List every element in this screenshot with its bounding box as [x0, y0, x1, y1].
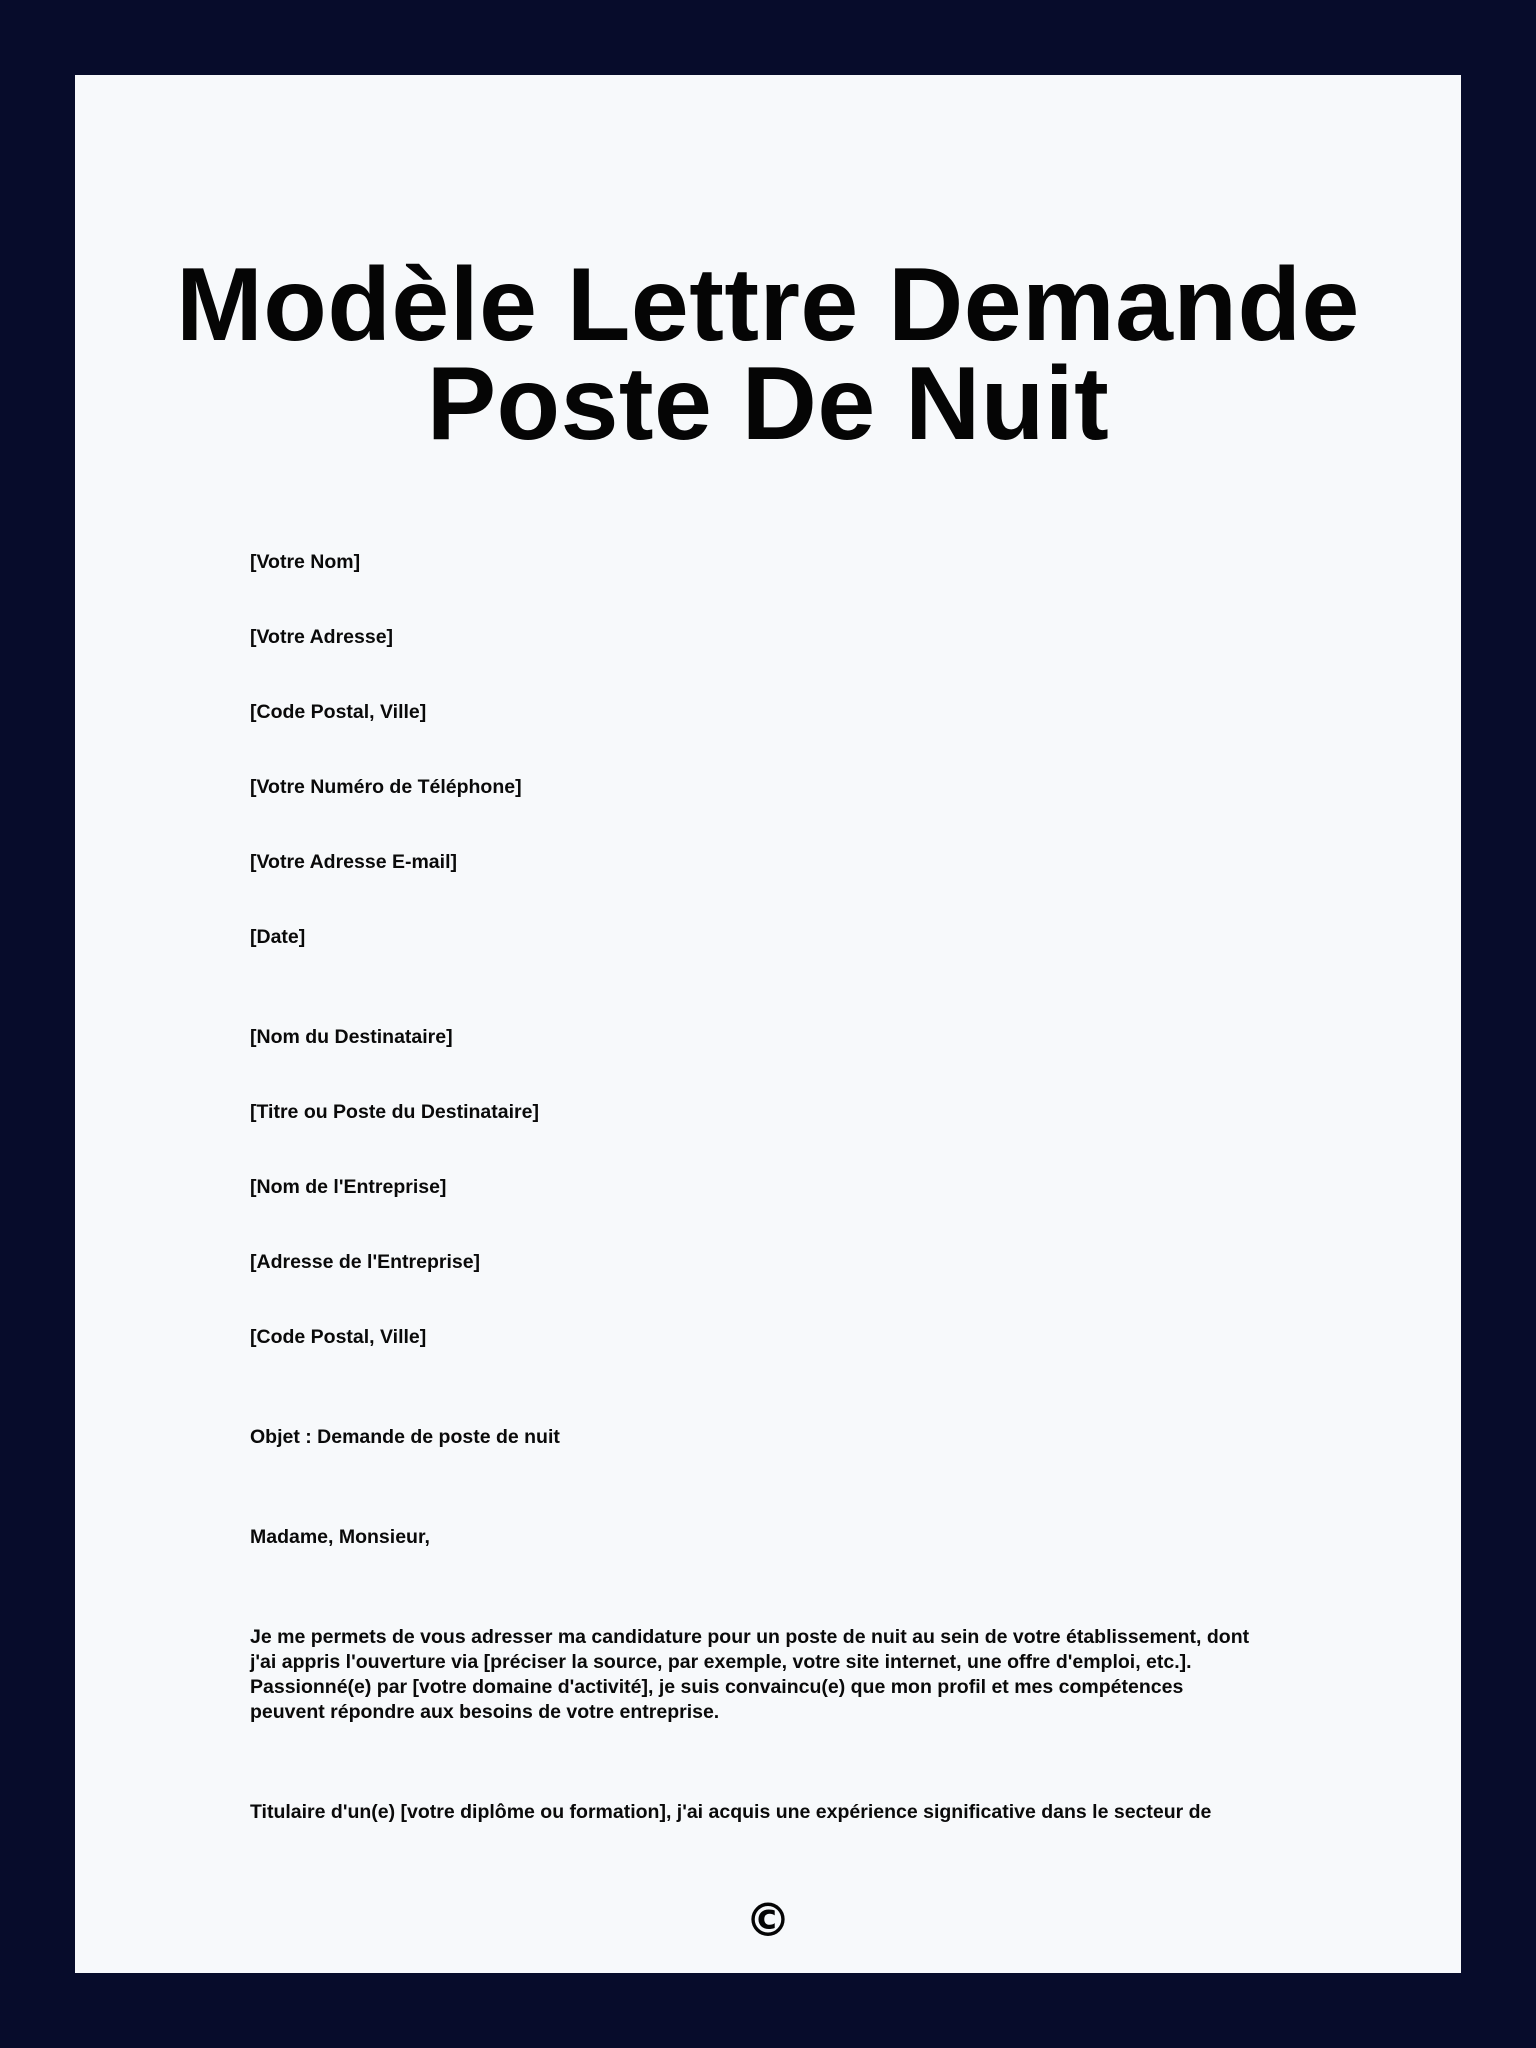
- paragraph-intro: [250, 1625, 1300, 1725]
- title-line-2: Poste De Nuit: [426, 346, 1110, 462]
- sender-address: [Votre Adresse]: [250, 626, 394, 648]
- paragraph-line: j'ai appris l'ouverture via [préciser la source, par exemple, votre site internet, une offre d'emploi, etc.].: [250, 1651, 1192, 1673]
- letter-page: [75, 75, 1461, 1973]
- paragraph-line: Passionné(e) par [votre domaine d'activité], je suis convaincu(e) que mon profil et mes compétences: [250, 1676, 1184, 1698]
- sender-phone: [Votre Numéro de Téléphone]: [250, 776, 522, 798]
- recipient-company-address: [Adresse de l'Entreprise]: [250, 1251, 481, 1273]
- sender-email: [Votre Adresse E-mail]: [250, 851, 457, 873]
- recipient-postal-city: [Code Postal, Ville]: [250, 1326, 427, 1348]
- recipient-company: [Nom de l'Entreprise]: [250, 1176, 447, 1198]
- paragraph-line: peuvent répondre aux besoins de votre entreprise.: [250, 1701, 720, 1723]
- sender-postal-city: [Code Postal, Ville]: [250, 701, 427, 723]
- recipient-title: [Titre ou Poste du Destinataire]: [250, 1101, 539, 1123]
- letter-salutation: Madame, Monsieur,: [250, 1526, 430, 1548]
- copyright-icon: ©: [745, 1893, 791, 1947]
- letter-subject: Objet : Demande de poste de nuit: [250, 1426, 560, 1448]
- paragraph-line: Je me permets de vous adresser ma candidature pour un poste de nuit au sein de votre établissement, dont: [250, 1626, 1250, 1648]
- recipient-name: [Nom du Destinataire]: [250, 1026, 453, 1048]
- page-title: [75, 247, 1461, 462]
- paragraph-experience: [250, 1800, 1300, 1825]
- title-line-1: Modèle Lettre Demande: [176, 247, 1360, 363]
- sender-name: [Votre Nom]: [250, 551, 361, 573]
- paragraph-line: Titulaire d'un(e) [votre diplôme ou formation], j'ai acquis une expérience significative dans le secteur de: [250, 1801, 1212, 1823]
- letter-date: [Date]: [250, 926, 306, 948]
